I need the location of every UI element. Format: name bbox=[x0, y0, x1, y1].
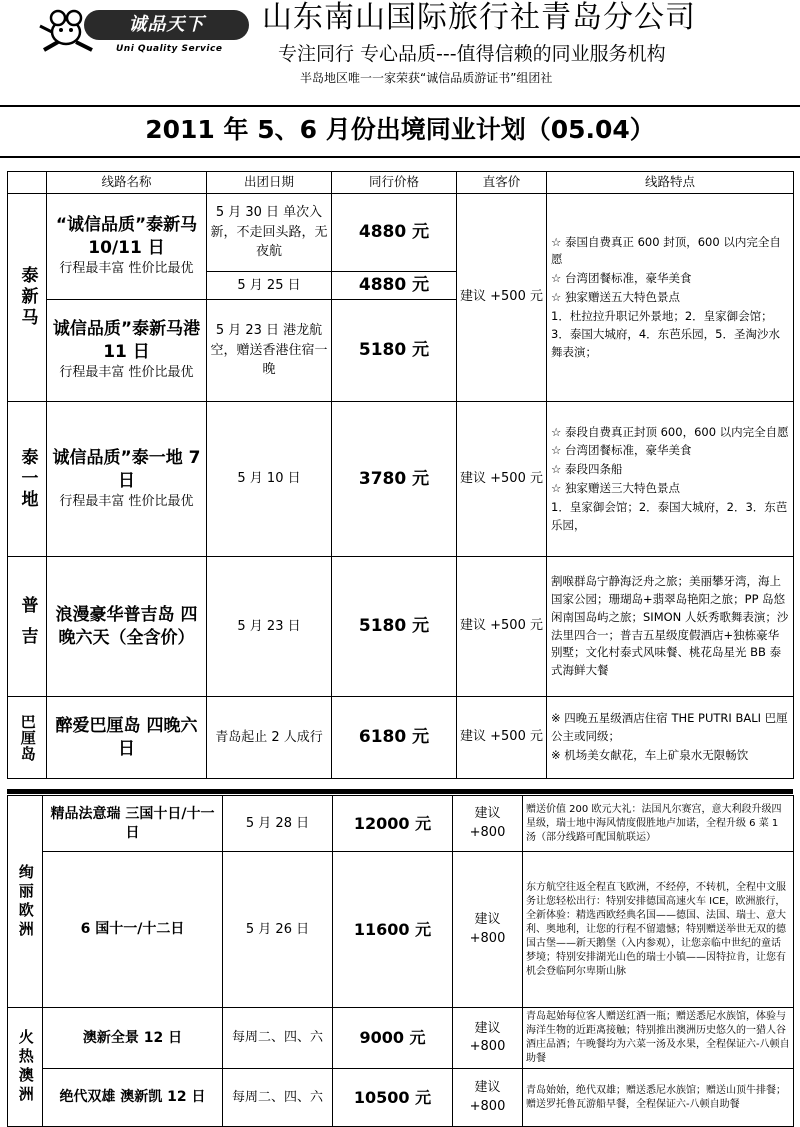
direct-price: 建议 +800 bbox=[453, 852, 523, 1008]
direct-price: 建议 +500 元 bbox=[457, 557, 547, 697]
route-name: 绝代双雄 澳新凯 12 日 bbox=[43, 1069, 223, 1127]
table-row bbox=[8, 852, 794, 1008]
features-cell bbox=[547, 194, 794, 402]
direct-price: 建议 +500 元 bbox=[457, 402, 547, 557]
table-row bbox=[8, 402, 794, 557]
header-features: 线路特点 bbox=[547, 172, 794, 194]
long-haul-plan-table bbox=[7, 795, 794, 1127]
table-row bbox=[8, 557, 794, 697]
direct-price: 建议 +500 元 bbox=[457, 697, 547, 779]
group-label: 绚丽欧洲 bbox=[8, 796, 43, 1008]
feature-line: ☆ 台湾团餐标准，豪华美食 bbox=[551, 443, 692, 458]
peer-price: 5180 元 bbox=[332, 557, 457, 697]
peer-price: 3780 元 bbox=[332, 402, 457, 557]
peer-price: 4880 元 bbox=[332, 194, 457, 272]
header-direct-price: 直客价 bbox=[457, 172, 547, 194]
features-cell bbox=[547, 402, 794, 557]
section-divider bbox=[7, 789, 793, 794]
feature-line: ☆ 泰国自费真正 600 封顶，600 以内完全自愿 bbox=[551, 234, 781, 267]
route-name: 诚信品质”泰一地 7 日 bbox=[52, 447, 201, 491]
departure-date: 5 月 23 日 港龙航空，赠送香港住宿一晚 bbox=[207, 300, 332, 402]
direct-price: 建议 +500 元 bbox=[457, 194, 547, 402]
route-name: “诚信品质”泰新马 10/11 日 bbox=[55, 215, 198, 259]
features-cell: 赠送价值 200 欧元大礼：法国凡尔赛宫，意大利段升级四星级，瑞士地中海风情度假胜地卢加诺，全程升级 6 菜 1 汤（部分线路可配国航联运） bbox=[523, 796, 794, 852]
feature-line: ☆ 独家赠送五大特色景点 bbox=[551, 290, 680, 305]
features-cell: 割喉群岛宁静海泛舟之旅；美丽攀牙湾，海上国家公园；珊瑚岛+翡翠岛艳阳之旅；PP 岛悠闲南国岛屿之旅；SIMON 人妖秀歌舞表演；沙法里四合一；普吉五星级度假酒店+独栋豪华别墅；文化村泰式风味餐、桃花岛星光 BB 泰式海鲜大餐 bbox=[547, 557, 794, 697]
peer-price: 9000 元 bbox=[333, 1008, 453, 1069]
peer-price: 12000 元 bbox=[333, 796, 453, 852]
group-label: 巴厘岛 bbox=[8, 697, 47, 779]
table-header-row bbox=[8, 172, 794, 194]
features-cell: 青岛起始每位客人赠送红酒一瓶；赠送悉尼水族馆，体验与海洋生物的近距离接触；特别推出澳洲历史悠久的一猎人谷酒庄品酒；午晚餐均为六菜一汤及水果，全程保证六-八顿自助餐 bbox=[523, 1008, 794, 1069]
asia-plan-table bbox=[7, 171, 794, 779]
route-name: 精品法意瑞 三国十日/十一日 bbox=[43, 796, 223, 852]
feature-line: ☆ 台湾团餐标准，豪华美食 bbox=[551, 271, 692, 286]
peer-price: 4880 元 bbox=[332, 272, 457, 300]
features-cell bbox=[547, 697, 794, 779]
logo-subtitle: Uni Quality Service bbox=[116, 44, 223, 54]
route-subtitle: 行程最丰富 性价比最优 bbox=[59, 493, 194, 509]
feature-line: ☆ 泰段自费真正封顶 600，600 以内完全自愿 bbox=[551, 424, 789, 439]
peer-price: 10500 元 bbox=[333, 1069, 453, 1127]
departure-date: 5 月 10 日 bbox=[207, 402, 332, 557]
route-cell bbox=[47, 402, 207, 557]
feature-line: ※ 四晚五星级酒店住宿 THE PUTRI BALI 巴厘公主或同级； bbox=[551, 711, 788, 744]
feature-line: 1．杜拉拉升职记外景地；2．皇家御会馆；3．泰国大城府，4．东芭乐园，5．圣淘沙水舞表演； bbox=[551, 308, 780, 359]
logo-badge: 诚品天下 bbox=[84, 10, 249, 40]
route-name: 浪漫豪华普吉岛 四晚六天（全含价） bbox=[47, 557, 207, 697]
company-name: 山东南山国际旅行社青岛分公司 bbox=[262, 0, 696, 35]
route-name: 醉爱巴厘岛 四晚六日 bbox=[47, 697, 207, 779]
table-row bbox=[8, 194, 794, 272]
group-label: 泰一地 bbox=[8, 402, 47, 557]
departure-date: 5 月 28 日 bbox=[223, 796, 333, 852]
features-cell: 青岛始始，绝代双雄；赠送悉尼水族馆；赠送山顶牛排餐；赠送罗托鲁瓦游船早餐，全程保证六-八顿自助餐 bbox=[523, 1069, 794, 1127]
group-label: 火热澳洲 bbox=[8, 1008, 43, 1127]
departure-date: 青岛起止 2 人成行 bbox=[207, 697, 332, 779]
table-row bbox=[8, 1008, 794, 1069]
route-name: 诚信品质”泰新马港 11 日 bbox=[52, 319, 201, 363]
departure-date: 每周二、四、六 bbox=[223, 1008, 333, 1069]
direct-price: 建议 +800 bbox=[453, 1069, 523, 1127]
table-row bbox=[8, 697, 794, 779]
certificate-line: 半岛地区唯一一家荣获“诚信品质游证书”组团社 bbox=[300, 71, 553, 85]
peer-price: 5180 元 bbox=[332, 300, 457, 402]
slogan: 专注同行 专心品质---值得信赖的同业服务机构 bbox=[278, 43, 666, 65]
departure-date: 5 月 23 日 bbox=[207, 557, 332, 697]
route-name: 澳新全景 12 日 bbox=[43, 1008, 223, 1069]
table-row bbox=[8, 796, 794, 852]
group-label: 普吉 bbox=[8, 557, 47, 697]
features-cell: 东方航空往返全程直飞欧洲，不经停，不转机，全程中文服务让您轻松出行：特别安排德国高速火车 ICE，欧洲旅行，全新体验：精选西欧经典名国——德国、法国、瑞士、意大利、奥地利，让您的行程不留遗憾；特别赠送举世无双的德国古堡——新天鹅堡（入内参观），让您亲临中世纪的童话梦境；特别安排湖光山色的瑞士小镇——因特拉肯，让您有机会登临阿尔卑斯山脉 bbox=[523, 852, 794, 1008]
title-divider bbox=[0, 156, 800, 158]
route-subtitle: 行程最丰富 性价比最优 bbox=[59, 365, 194, 381]
header-divider bbox=[0, 105, 800, 107]
route-cell bbox=[47, 300, 207, 402]
company-logo bbox=[36, 4, 251, 62]
peer-price: 11600 元 bbox=[333, 852, 453, 1008]
feature-line: ☆ 泰段四条船 bbox=[551, 462, 623, 477]
direct-price: 建议 +800 bbox=[453, 1008, 523, 1069]
direct-price: 建议 +800 bbox=[453, 796, 523, 852]
departure-date: 每周二、四、六 bbox=[223, 1069, 333, 1127]
departure-date: 5 月 30 日 单次入新，不走回头路，无夜航 bbox=[207, 194, 332, 272]
table-row bbox=[8, 1069, 794, 1127]
peer-price: 6180 元 bbox=[332, 697, 457, 779]
route-subtitle: 行程最丰富 性价比最优 bbox=[59, 261, 194, 277]
feature-line: 1．皇家御会馆；2．泰国大城府，2．3．东芭乐园， bbox=[551, 499, 788, 532]
header-departure-date: 出团日期 bbox=[207, 172, 332, 194]
feature-line: ☆ 独家赠送三大特色景点 bbox=[551, 481, 680, 495]
page-title: 2011 年 5、6 月份出境同业计划（05.04） bbox=[145, 115, 655, 144]
route-name: 6 国十一/十二日 bbox=[43, 852, 223, 1008]
header-peer-price: 同行价格 bbox=[332, 172, 457, 194]
feature-line: ※ 机场美女献花，车上矿泉水无限畅饮 bbox=[551, 747, 749, 762]
group-label: 泰新马 bbox=[8, 194, 47, 402]
route-cell bbox=[47, 194, 207, 300]
departure-date: 5 月 25 日 bbox=[207, 272, 332, 300]
departure-date: 5 月 26 日 bbox=[223, 852, 333, 1008]
header-cell-blank bbox=[8, 172, 47, 194]
header-route-name: 线路名称 bbox=[47, 172, 207, 194]
header bbox=[0, 0, 800, 108]
